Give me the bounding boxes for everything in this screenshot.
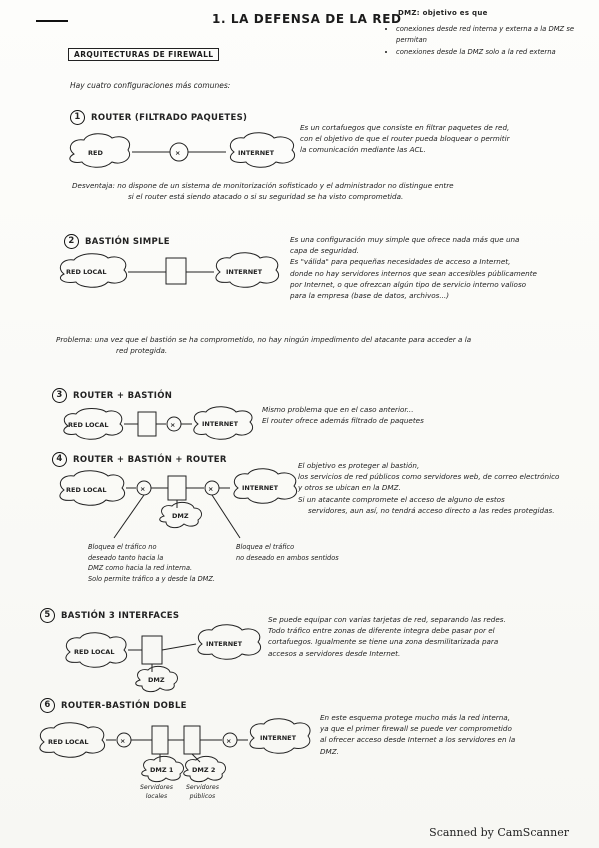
desc-line: Todo tráfico entre zonas de diferente integra debe pasar por el — [268, 626, 495, 636]
desc-line: Si un atacante compromete el acceso de alguno de estos — [298, 494, 505, 504]
dmz-point: • conexiones desde red interna y externa a la DMZ se permitan — [396, 24, 596, 45]
section-1-desc — [300, 122, 510, 156]
section-6-title — [40, 698, 187, 713]
caption-line: públicos — [189, 792, 216, 800]
dmz2-caption — [186, 784, 219, 801]
note-line: DMZ como hacia la red interna. — [88, 564, 193, 572]
desc-line: Es un cortafuegos que consiste en filtrar paquetes de red, — [300, 123, 510, 132]
note-line: Bloquea el tráfico no — [88, 543, 157, 551]
router-symbol: × — [208, 485, 214, 493]
cloud-label: DMZ 2 — [192, 766, 216, 774]
caption-line: Servidores — [140, 784, 173, 791]
desc-line: Es una configuración muy simple que ofrece nada más que una — [290, 235, 520, 244]
section-1-title — [70, 110, 247, 125]
desc-line: El objetivo es proteger al bastión, — [298, 461, 420, 470]
desc-line: con el objetivo de que el router pueda bloquear o permitir — [300, 134, 510, 144]
desc-line: Mismo problema que en el caso anterior... — [262, 405, 414, 414]
desc-line: capa de seguridad. — [290, 246, 359, 256]
diagram-router-bastion — [58, 408, 278, 452]
cloud-label: INTERNET — [206, 640, 243, 648]
section-title-text: ROUTER-BASTIÓN DOBLE — [61, 701, 187, 711]
section-6-desc — [320, 712, 515, 757]
desc-line: la comunicación mediante las ACL. — [300, 145, 426, 155]
section-4-left-note — [88, 542, 215, 584]
desc-line: DMZ. — [320, 746, 339, 756]
cloud-label: INTERNET — [202, 420, 239, 428]
note-line: deseado tanto hacia la — [88, 553, 164, 562]
cloud-label: RED LOCAL — [48, 738, 89, 746]
router-symbol: × — [170, 421, 176, 429]
section-3-desc — [262, 404, 424, 426]
section-4-desc — [298, 460, 559, 516]
note-line: Problema: una vez que el bastión se ha comprometido, no hay ningún impedimento del atacante para acceder a la — [56, 335, 472, 344]
cloud-label: RED LOCAL — [68, 421, 109, 429]
desc-line: servidores, aun así, no tendrá acceso directo a las redes protegidas. — [308, 505, 555, 515]
note-line: Solo permite tráfico a y desde la DMZ. — [88, 574, 215, 583]
section-box: ARQUITECTURAS DE FIREWALL — [68, 48, 219, 61]
desc-line: al ofrecer acceso desde Internet a los servidores en la — [320, 735, 516, 745]
cloud-label: RED LOCAL — [74, 648, 115, 656]
desc-line: por Internet, o que ofrezcan algún tipo de servicio interno valioso — [290, 279, 527, 289]
cloud-label: DMZ — [172, 512, 189, 520]
router-symbol: × — [120, 737, 126, 745]
caption-line: locales — [145, 792, 168, 800]
cloud-label: DMZ 1 — [150, 766, 174, 774]
diagram-bastion-3-interfaces — [60, 626, 290, 696]
note-line: red protegida. — [116, 346, 168, 356]
router-symbol: × — [140, 485, 146, 493]
dmz1-caption — [140, 784, 173, 801]
desc-line: ya que el primer firewall se puede ver comprometido — [320, 724, 512, 734]
cloud-label: INTERNET — [238, 149, 275, 157]
section-number: 1 — [70, 110, 85, 125]
router-symbol: × — [175, 149, 181, 157]
section-title-text: ROUTER (FILTRADO PAQUETES) — [91, 113, 248, 123]
section-number: 6 — [40, 698, 55, 713]
section-number: 5 — [40, 608, 55, 623]
section-title-text: BASTIÓN 3 INTERFACES — [61, 611, 180, 621]
note-line: Bloquea el tráfico — [236, 543, 295, 551]
section-number: 3 — [52, 388, 67, 403]
diagram-bastion-simple — [54, 252, 284, 302]
cloud-label: RED LOCAL — [66, 486, 107, 494]
desc-line: accesos a servidores desde Internet. — [268, 648, 401, 658]
page-title: 1. LA DEFENSA DE LA RED — [212, 12, 402, 26]
section-2-desc — [290, 234, 537, 301]
section-title-text: ROUTER + BASTIÓN — [73, 391, 173, 401]
desc-line: donde no hay servidores internos que sean accesibles públicamente — [290, 268, 537, 278]
section-5-desc — [268, 614, 506, 659]
cloud-label: RED — [88, 149, 103, 157]
caption-line: Servidores — [186, 784, 219, 791]
diagram-router — [62, 128, 302, 178]
router-symbol: × — [226, 737, 232, 745]
desc-line: cortafuegos. Igualmente se tiene una zona desmilitarizada para — [268, 637, 499, 647]
dmz-point: • conexiones desde la DMZ solo a la red externa — [396, 47, 596, 58]
desc-line: Se puede equipar con varias tarjetas de red, separando las redes. — [268, 615, 506, 624]
section-title-text: ROUTER + BASTIÓN + ROUTER — [73, 455, 227, 465]
scanner-watermark: Scanned by CamScanner — [429, 826, 569, 839]
desc-line: para la empresa (base de datos, archivos...) — [290, 291, 449, 301]
cloud-label: RED LOCAL — [66, 268, 107, 276]
note-line: no deseado en ambos sentidos — [236, 553, 339, 562]
dmz-heading: DMZ: objetivo es que — [398, 9, 488, 17]
cloud-label: INTERNET — [226, 268, 263, 276]
cloud-label: DMZ — [148, 676, 165, 684]
note-line: si el router está siendo atacado o si su seguridad se ha visto comprometida. — [128, 192, 404, 202]
cloud-label: INTERNET — [260, 734, 297, 742]
section-5-title — [40, 608, 179, 623]
desc-line: y otros se ubican en la DMZ. — [298, 483, 401, 493]
section-3-title — [52, 388, 172, 403]
section-1-note — [72, 180, 454, 202]
section-4-title — [52, 452, 227, 467]
diagram-router-bastion-double — [34, 716, 314, 806]
dmz-list — [386, 24, 596, 60]
intro-text: Hay cuatro configuraciones más comunes: — [70, 81, 231, 90]
section-title-text: BASTIÓN SIMPLE — [85, 237, 170, 247]
desc-line: En este esquema protege mucho más la red interna, — [320, 713, 510, 722]
cloud-label: INTERNET — [242, 484, 279, 492]
desc-line: Es "válida" para pequeñas necesidades de acceso a Internet, — [290, 257, 511, 267]
desc-line: El router ofrece además filtrado de paquetes — [262, 416, 424, 426]
margin-dash — [36, 20, 68, 22]
diagram-router-bastion-router — [54, 470, 314, 550]
section-number: 4 — [52, 452, 67, 467]
section-4-right-note — [236, 542, 339, 563]
section-2-title — [64, 234, 170, 249]
note-line: Desventaja: no dispone de un sistema de monitorización sofisticado y el administrador no distingue entre — [72, 181, 454, 190]
section-2-note — [56, 334, 471, 356]
section-number: 2 — [64, 234, 79, 249]
desc-line: los servicios de red públicos como servidores web, de correo electrónico — [298, 472, 560, 482]
